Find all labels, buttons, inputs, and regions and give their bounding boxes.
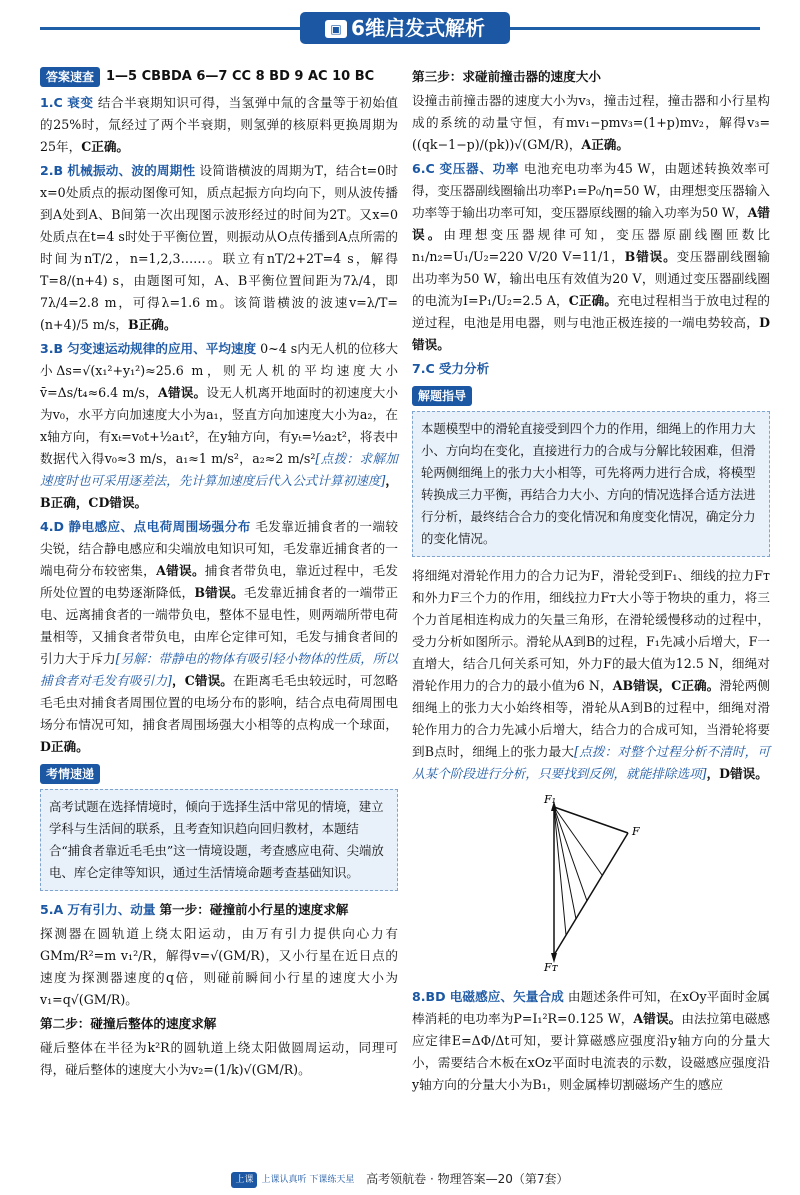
force-f-hypotenuse [554,833,628,955]
guide-label: 解题指导 [412,386,472,406]
footer-text: 高考领航卷 · 物理答案—20（第7套） [366,1172,569,1186]
answer-2-num: 2.B [40,163,64,178]
answer-7-keyword: 受力分析 [438,361,490,376]
page-title-text: 6维启发式解析 [351,16,485,40]
right-column [412,66,770,1098]
answer-6-text4: 充电过程相当于放电过程的逆过程，电池是用电器，则与电池正极连接的一端电势较高， [412,293,770,330]
answer-6-text3: 变压器副线圈输出功率为50 W，输出电压有效值为20 V，则通过变压器副线圈的电流为I=P₁/U₂=2.5 A， [412,249,770,308]
scene-label: 考情速递 [40,764,100,784]
book-icon: ▣ [325,20,347,38]
answer-3-verdict-b: ，B正确，CD错误。 [40,473,399,510]
answer-6 [412,158,770,356]
answer-4-verdict-a: A错误。 [156,563,205,578]
label-f: F [632,825,640,838]
answer-5-step1: 第一步：碰撞前小行星的速度求解 [159,902,349,917]
answer-3-text: 0~4 s内无人机的位移大小Δs=√(x₁²+y₁²)≈25.6 m，则无人机的平均速度大小v̄=Δs/t₄≈6.4 m/s， [40,341,399,400]
answer-4-verdict-c: ，C错误。 [171,673,233,688]
answer-7-num: 7.C [412,361,435,376]
guide-text: 本题模型中的滑轮直接受到四个力的作用，细绳上的作用力大小、方向均在变化，直接进行力的合成与分解比较困难，但滑轮两侧细绳上的张力大小相等，可先将两力进行合成，将模型转换成三力平衡，再结合力大小、方向的情况选择合适方法进行分析，最终结合合力的变化情况和角度变化情况，确定分力的变化情况。 [421,421,756,546]
answer-3-num: 3.B [40,341,64,356]
guide-box [412,411,770,557]
answer-5-step3: 第三步：求碰前撞击器的速度大小 [412,69,601,84]
answer-1 [40,92,398,158]
answer-6-verdict-b: B错误。 [624,249,677,264]
answer-4-text2: 捕食者带负电，靠近过程中，毛发所处位置的电势逐渐降低， [40,563,398,600]
force-f-top-line [554,807,628,833]
answer-4-verdict-d: D正确。 [40,739,89,754]
answer-7-text1: 将细绳对滑轮作用力的合力记为F，滑轮受到F₁、细线的拉力Fᴛ和外力F三个力的作用，细线拉力Fᴛ大小等于物块的重力，将三个力首尾相连构成力的矢量三角形，在滑轮缓慢移动的过程中，受力分析如图所示。滑轮从A到B的过程，F₁先减小后增大，F一直增大，结合几何关系可知，外力F的最大值为12.5 N，细绳对滑轮作用力的合力的最小值为6 N， [412,568,770,693]
label-ft: Fᴛ [544,961,558,973]
answer-5-text2: 碰后整体在半径为k²R的圆轨道上绕太阳做圆周运动，同理可得，碰后整体的速度大小为v₂=(1/k)√(GM/R)。 [40,1040,398,1077]
answer-5-keyword: 万有引力、动量 [67,902,156,917]
answer-5-body1 [40,923,398,1011]
answer-6-verdict-a: A错误。 [412,205,770,242]
answer-4-text: 毛发靠近捕食者的一端较尖锐，结合静电感应和尖端放电知识可知，毛发靠近捕食者的一端电荷分布较密集， [40,519,398,578]
answer-5-verdict: A正确。 [581,137,629,152]
answer-7-verdict-b: ，D错误。 [706,766,768,781]
answer-8-num: 8.BD [412,989,446,1004]
answer-1-verdict: C正确。 [81,139,130,154]
scene-box [40,789,398,891]
answer-5-body2 [40,1037,398,1081]
answer-4-num: 4.D [40,519,65,534]
answer-8-text2: 由法拉第电磁感应定律E=ΔΦ/Δt可知，要计算磁感应强度沿y轴方向的分量大小，需要结合木板在xOz平面时电流表的示数，设磁感应强度沿y轴方向的分量大小为B₁，则金属棒切割磁场产生的感应 [412,1011,770,1092]
answer-4-text4: 在距离毛毛虫较远时，可忽略毛毛虫对捕食者周围位置的电场分布的影响，结合点电荷周围电场分布情况可知，捕食者周围场强大小相等的点构成一个球面， [40,673,398,732]
answer-6-num: 6.C [412,161,435,176]
answer-7-body [412,565,770,785]
answer-6-text1: 电池充电功率为45 W，由题述转换效率可得，变压器副线圈输出功率P₁=P₀/η=50 W，由理想变压器输入功率等于输出功率可知，变压器原线圈的输入功率为50 W， [412,161,771,220]
answer-1-num: 1.C [40,95,63,110]
left-column [40,66,398,1083]
answer-7 [412,358,770,380]
answer-1-keyword: 衰变 [67,95,94,110]
answer-6-text2: 由理想变压器规律可知，变压器原副线圈匝数比n₁/n₂=U₁/U₂=220 V/20 V=11/1， [412,227,771,264]
quick-label: 答案速查 [40,67,100,87]
answer-8-text: 由题述条件可知，在xOy平面时金属棒消耗的电功率为P=I₁²R=0.125 W， [412,989,770,1026]
scene-text: 高考试题在选择情境时，倾向于选择生活中常见的情境，建立学科与生活间的联系，且考查知识趋向回归教材，本题结合“捕食者靠近毛毛虫”这一情境设题，考查感应电荷、尖端放电、库仑定律等知识，通过生活情境命题考查基础知识。 [49,799,384,880]
force-ray-1 [554,807,602,875]
answer-3 [40,338,398,514]
answer-3-note: [点拨：求解加速度时也可采用逐差法，先计算加速度后代入公式计算初速度] [40,451,398,488]
answer-2-text: 设简谐横波的周期为T，结合t=0时x=0处质点的振动图像可知，质点起振方向均向下，则从波传播到A处到A、B间第一次出现图示波形经过的时间为2T。又x=0处质点在t=4 s时处于平衡位置，则振动从O点传播到A点所需的时间为nT/2，n=1,2,3……。联立有nT/2+2T=4 s，解得T=8/(n+4) s，由题图可知，A、B平衡位置间距为7λ/4，即7λ/4=2.8 m，可得λ=1.6 m。该简谐横波的波速v=λ/T=(n+4)/5 m/s， [40,163,398,332]
answer-7-text2: 滑轮两侧细绳上的张力大小始终相等，滑轮从A到B的过程中，细绳对滑轮作用力的合力先减小后增大，结合力的合成可知，当滑轮将要到B点时，细绳上的张力最大 [412,678,770,759]
answer-4 [40,516,398,758]
page-footer [0,1168,800,1191]
answer-5-body3 [412,90,770,156]
force-triangle-diagram [542,793,672,973]
answer-2-verdict: B正确。 [128,317,177,332]
answer-3-text2: 设无人机离开地面时的初速度大小为v₀，水平方向加速度大小为a₁，竖直方向加速度大小为a₂，在x轴方向，有xₜ=v₀t+½a₁t²，在y轴方向，有yₜ=½a₂t²，将表中数据代入得v₀≈3 m/s，a₁≈1 m/s²，a₂≈2 m/s² [40,385,399,466]
answer-2 [40,160,398,336]
force-ray-2 [554,807,587,901]
header-bar [0,6,800,54]
answer-5-text3: 设撞击前撞击器的速度大小为v₃，撞击过程，撞击器和小行星构成的系统的动量守恒，有mv₁−pmv₃=(1+p)mv₂，解得v₃=((qk−1−p)/(pk))√(GM/R)， [412,93,770,152]
answer-2-keyword: 机械振动、波的周期性 [67,163,196,178]
answer-6-keyword: 变压器、功率 [439,161,520,176]
answer-5-text1: 探测器在圆轨道上绕太阳运动，由万有引力提供向心力有GMm/R²=m v₁²/R，解得v=√(GM/R)，又小行星在近日点的速度为探测器速度的q倍，则碰前瞬间小行星的速度大小为v₁=q√(GM/R)。 [40,926,398,1007]
answer-7-verdict-a: AB错误，C正确。 [612,678,720,693]
answer-6-verdict-c: C正确。 [568,293,618,308]
answer-6-verdict-d: D错误。 [412,315,770,352]
force-ray-4 [554,807,566,935]
answer-5-num: 5.A [40,902,64,917]
answer-8-keyword: 电磁感应、矢量合成 [449,989,564,1004]
answer-quick-check [40,66,398,88]
label-f1: F₁ [544,793,557,806]
answer-4-text3: 毛发靠近捕食者的一端带正电、远离捕食者的一端带负电，整体不显电性，则两端所带电荷量相等，又捕食者带负电，由库仑定律可知，毛发与捕食者间的引力大于斥力 [40,585,398,666]
footer-logo-text: 上课认真听 下课练天星 [261,1174,355,1185]
footer-logo: 上课 [231,1172,257,1188]
answer-1-text: 结合半衰期知识可得，当氢弹中氚的含量等于初始值的25%时，氚经过了两个半衰期，则氢弹的核原料更换周期为25年， [40,95,398,154]
page-title [300,12,510,44]
quick-answers: 1—5 CBBDA 6—7 CC 8 BD 9 AC 10 BC [106,69,375,84]
answer-3-verdict-a: A错误。 [158,385,207,400]
answer-4-verdict-b: B错误。 [194,585,244,600]
answer-5-step2: 第二步：碰撞后整体的速度求解 [40,1016,217,1031]
answer-4-note: [另解：带静电的物体有吸引轻小物体的性质，所以捕食者对毛发有吸引力] [40,651,399,688]
answer-8 [412,986,770,1096]
answer-8-verdict: A错误。 [633,1011,682,1026]
answer-4-keyword: 静电感应、点电荷周围场强分布 [68,519,251,534]
force-ray-3 [554,807,576,919]
answer-5 [40,899,398,921]
answer-7-note: [点拨：对整个过程分析不清时，可从某个阶段进行分析，只要找到反例，就能排除选项] [412,744,770,781]
answer-3-keyword: 匀变速运动规律的应用、平均速度 [67,341,257,356]
